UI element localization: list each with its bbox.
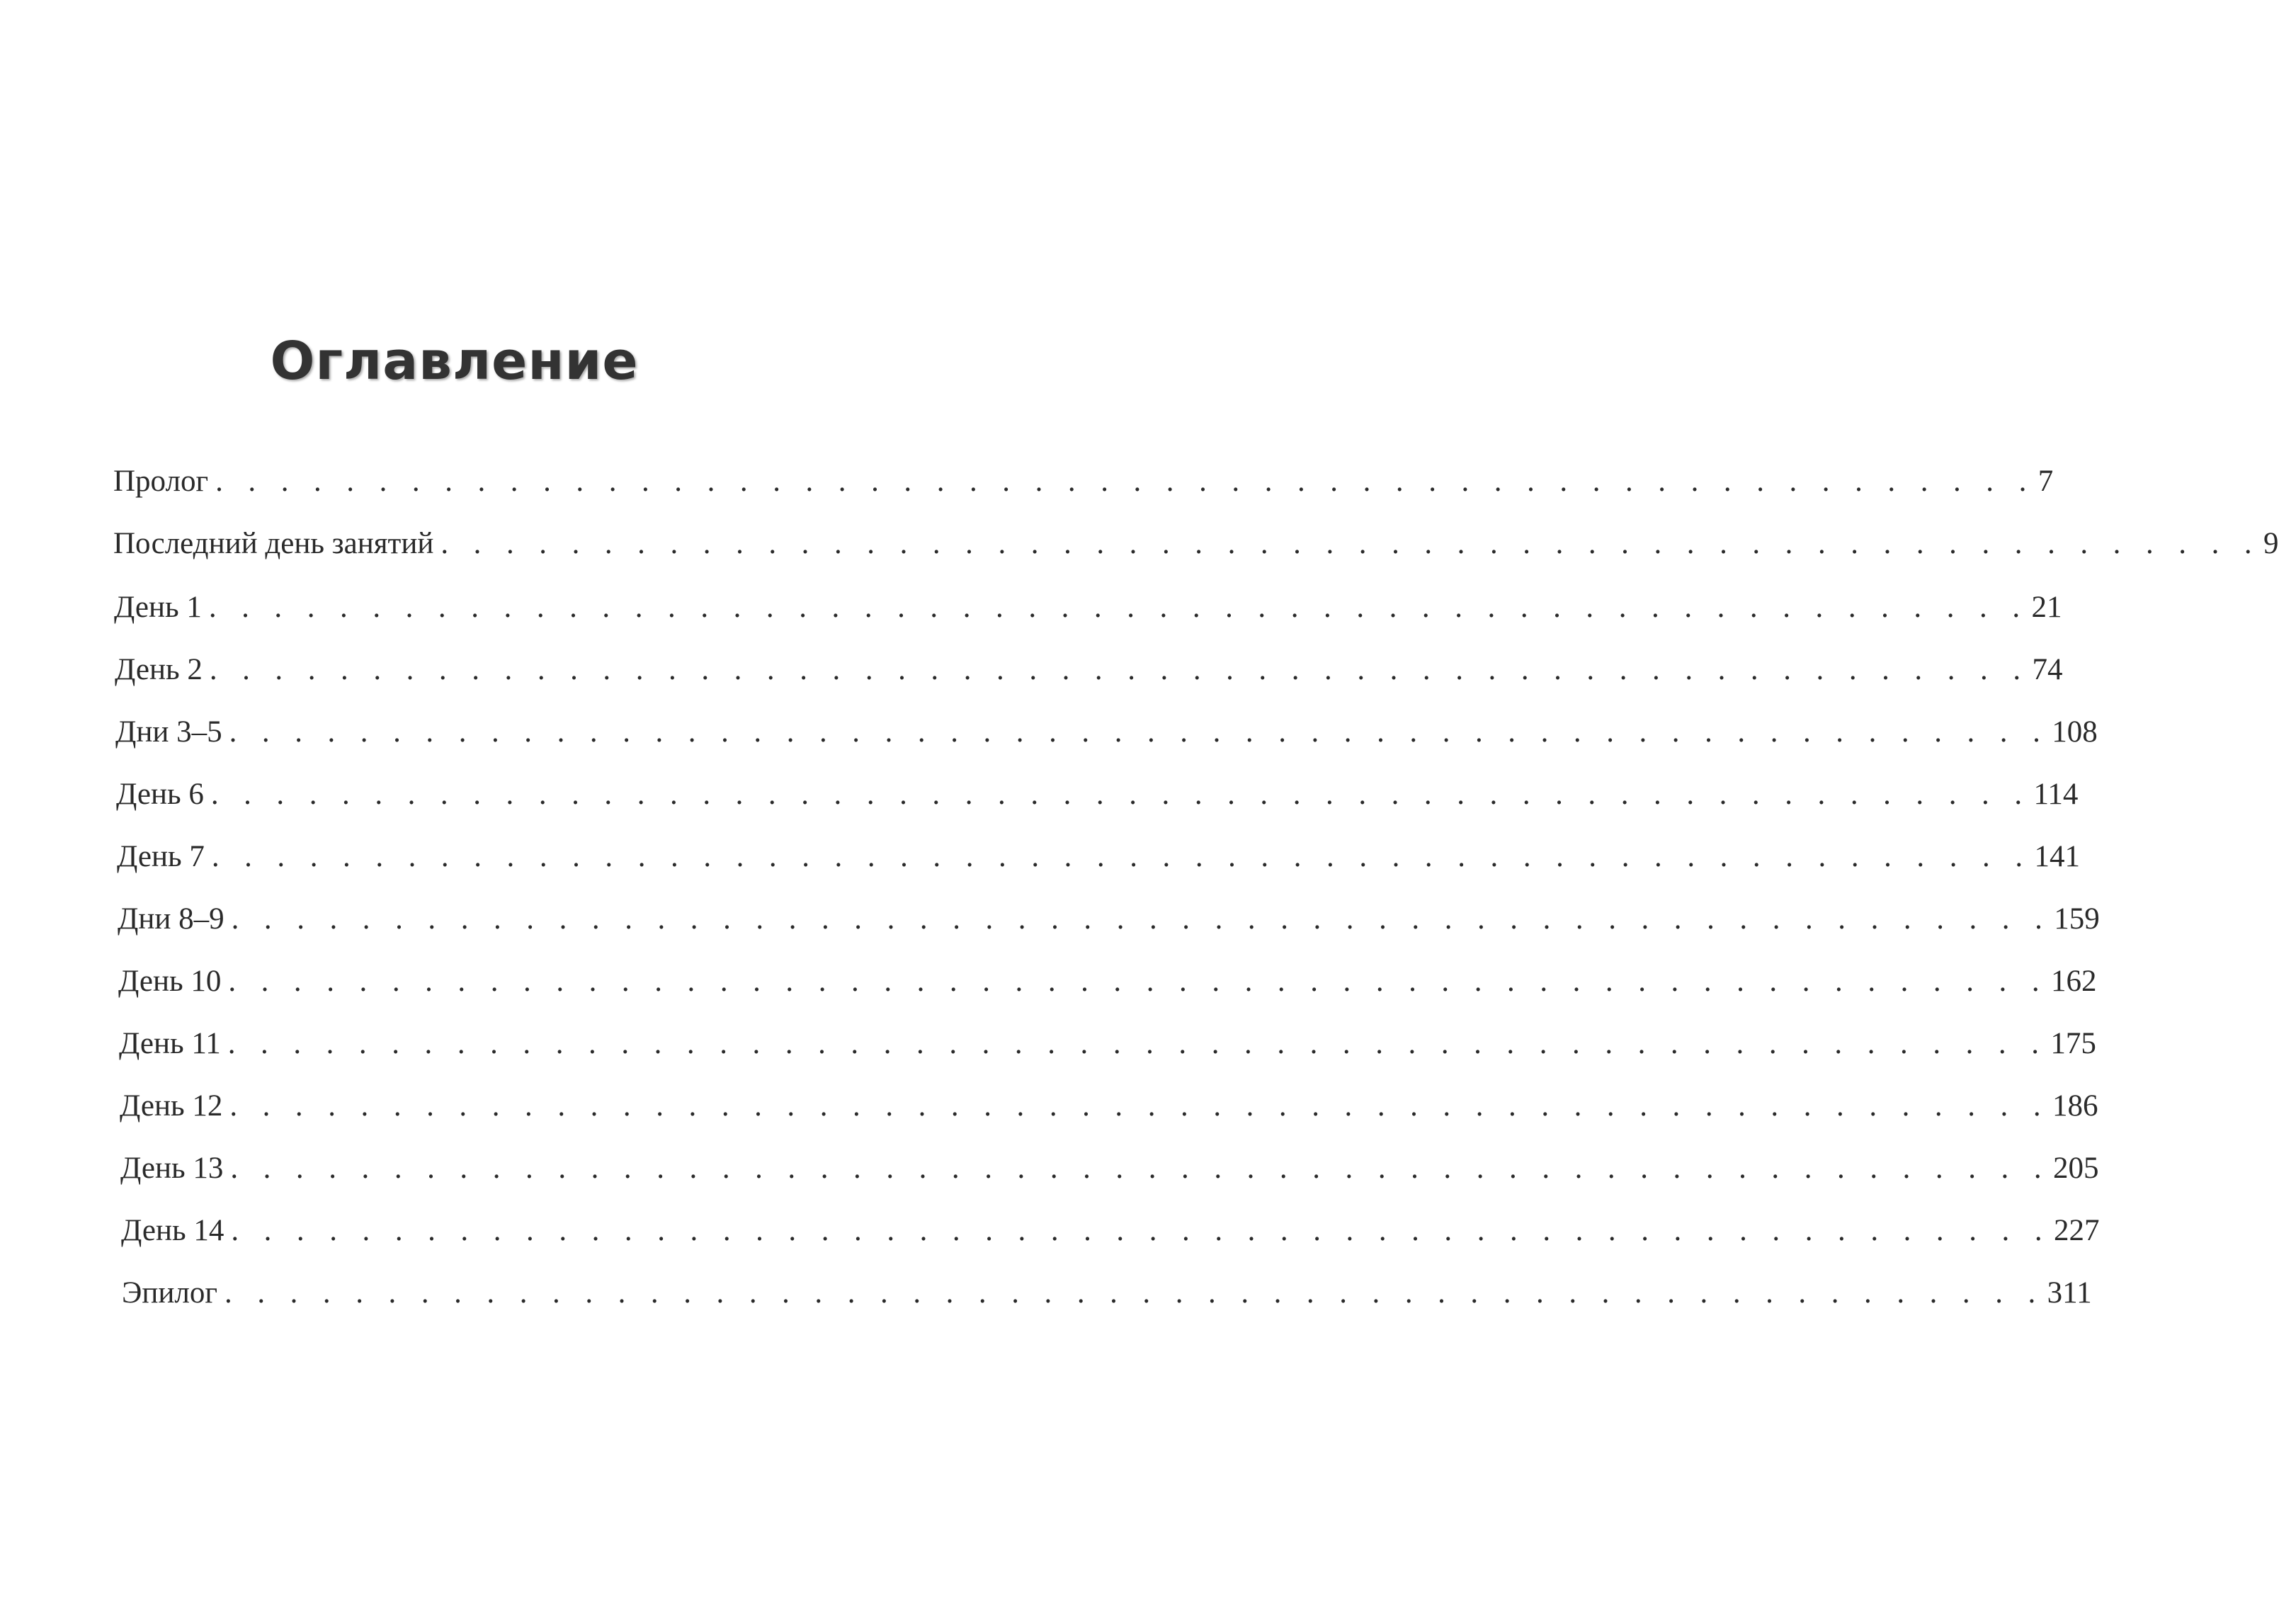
dot-leader: . . . . . . . . . . . . . . . . . . . . . . . . . . . . . . . . . . . . . . . . . . . . . . . . . . . . . . . . bbox=[441, 527, 2261, 560]
toc-entry-page: 205 bbox=[2052, 1152, 2099, 1185]
toc-entry bbox=[117, 836, 2080, 878]
toc-entry bbox=[119, 1023, 2096, 1065]
dot-leader: . . . . . . . . . . . . . . . . . . . . . . . . . . . . . . . . . . . . . . . . . . . . . . . . . . . . . . . . bbox=[228, 965, 2048, 998]
toc-entry bbox=[118, 898, 2100, 941]
dot-leader: . . . . . . . . . . . . . . . . . . . . . . . . . . . . . . . . . . . . . . . . . . . . . . . . . . . . . . . . bbox=[229, 1089, 2050, 1123]
dot-leader: . . . . . . . . . . . . . . . . . . . . . . . . . . . . . . . . . . . . . . . . . . . . . . . . . . . . . . . . bbox=[230, 1152, 2050, 1185]
toc-entry bbox=[113, 523, 2279, 565]
toc-entry bbox=[113, 460, 2054, 503]
toc-entry-page: 74 bbox=[2032, 653, 2063, 686]
toc-entry-label: День 11 bbox=[119, 1027, 221, 1060]
toc-entry bbox=[120, 1085, 2098, 1128]
toc-entry-page: 311 bbox=[2047, 1276, 2092, 1310]
toc-entry-page: 186 bbox=[2052, 1089, 2098, 1123]
dot-leader: . . . . . . . . . . . . . . . . . . . . . . . . . . . . . . . . . . . . . . . . . . . . . . . . . . . . . . . . bbox=[211, 840, 2032, 873]
toc-entry-label: Эпилог bbox=[122, 1276, 218, 1310]
dot-leader: . . . . . . . . . . . . . . . . . . . . . . . . . . . . . . . . . . . . . . . . . . . . . . . . . . . . . . . . bbox=[231, 1214, 2051, 1247]
dot-leader: . . . . . . . . . . . . . . . . . . . . . . . . . . . . . . . . . . . . . . . . . . . . . . . . . . . . . . . . bbox=[210, 778, 2031, 811]
toc-entry-label: День 1 bbox=[114, 591, 202, 624]
toc-entry-label: День 13 bbox=[120, 1152, 224, 1185]
toc-entry-page: 108 bbox=[2052, 715, 2098, 749]
toc-entry-label: День 12 bbox=[120, 1089, 223, 1123]
toc-entry-page: 114 bbox=[2033, 778, 2079, 811]
toc-entry-page: 175 bbox=[2050, 1027, 2096, 1060]
toc-entry bbox=[114, 586, 2062, 629]
toc-entry-label: Дни 3–5 bbox=[115, 715, 222, 749]
toc-entry-page: 141 bbox=[2034, 840, 2080, 873]
page-title: Оглавление bbox=[270, 331, 639, 392]
dot-leader: . . . . . . . . . . . . . . . . . . . . . . . . . . . . . . . . . . . . . . . . . . . . . . . . . . . . . . . . bbox=[225, 1276, 2045, 1310]
dot-leader: . . . . . . . . . . . . . . . . . . . . . . . . . . . . . . . . . . . . . . . . . . . . . . . . . . . . . . . . bbox=[229, 715, 2050, 749]
dot-leader: . . . . . . . . . . . . . . . . . . . . . . . . . . . . . . . . . . . . . . . . . . . . . . . . . . . . . . . . bbox=[215, 465, 2035, 498]
toc-entry bbox=[120, 1147, 2099, 1190]
toc-entry-label: Дни 8–9 bbox=[118, 902, 225, 936]
toc-entry bbox=[116, 773, 2079, 816]
toc-entry-page: 7 bbox=[2038, 465, 2054, 498]
toc-entry-label: Последний день занятий bbox=[113, 527, 434, 560]
toc-entry-page: 9 bbox=[2263, 527, 2279, 560]
toc-entry-page: 227 bbox=[2053, 1214, 2100, 1247]
toc-entry-label: День 7 bbox=[117, 840, 205, 873]
toc-entry-label: Пролог bbox=[113, 465, 209, 498]
toc-entry-page: 21 bbox=[2031, 591, 2062, 624]
toc-entry-page: 159 bbox=[2054, 902, 2100, 936]
toc-entry bbox=[115, 711, 2098, 754]
table-of-contents bbox=[0, 460, 2279, 1346]
dot-leader: . . . . . . . . . . . . . . . . . . . . . . . . . . . . . . . . . . . . . . . . . . . . . . . . . . . . . . . . bbox=[208, 591, 2029, 624]
toc-entry bbox=[122, 1272, 2092, 1314]
dot-leader: . . . . . . . . . . . . . . . . . . . . . . . . . . . . . . . . . . . . . . . . . . . . . . . . . . . . . . . . bbox=[227, 1027, 2048, 1060]
toc-entry bbox=[121, 1210, 2100, 1252]
toc-entry bbox=[115, 649, 2063, 691]
dot-leader: . . . . . . . . . . . . . . . . . . . . . . . . . . . . . . . . . . . . . . . . . . . . . . . . . . . . . . . . bbox=[231, 902, 2052, 936]
toc-entry bbox=[118, 960, 2097, 1003]
dot-leader: . . . . . . . . . . . . . . . . . . . . . . . . . . . . . . . . . . . . . . . . . . . . . . . . . . . . . . . . bbox=[209, 653, 2030, 686]
toc-entry-label: День 6 bbox=[116, 778, 204, 811]
toc-entry-label: День 14 bbox=[121, 1214, 225, 1247]
toc-entry-page: 162 bbox=[2050, 965, 2097, 998]
toc-entry-label: День 10 bbox=[118, 965, 222, 998]
toc-entry-label: День 2 bbox=[115, 653, 203, 686]
